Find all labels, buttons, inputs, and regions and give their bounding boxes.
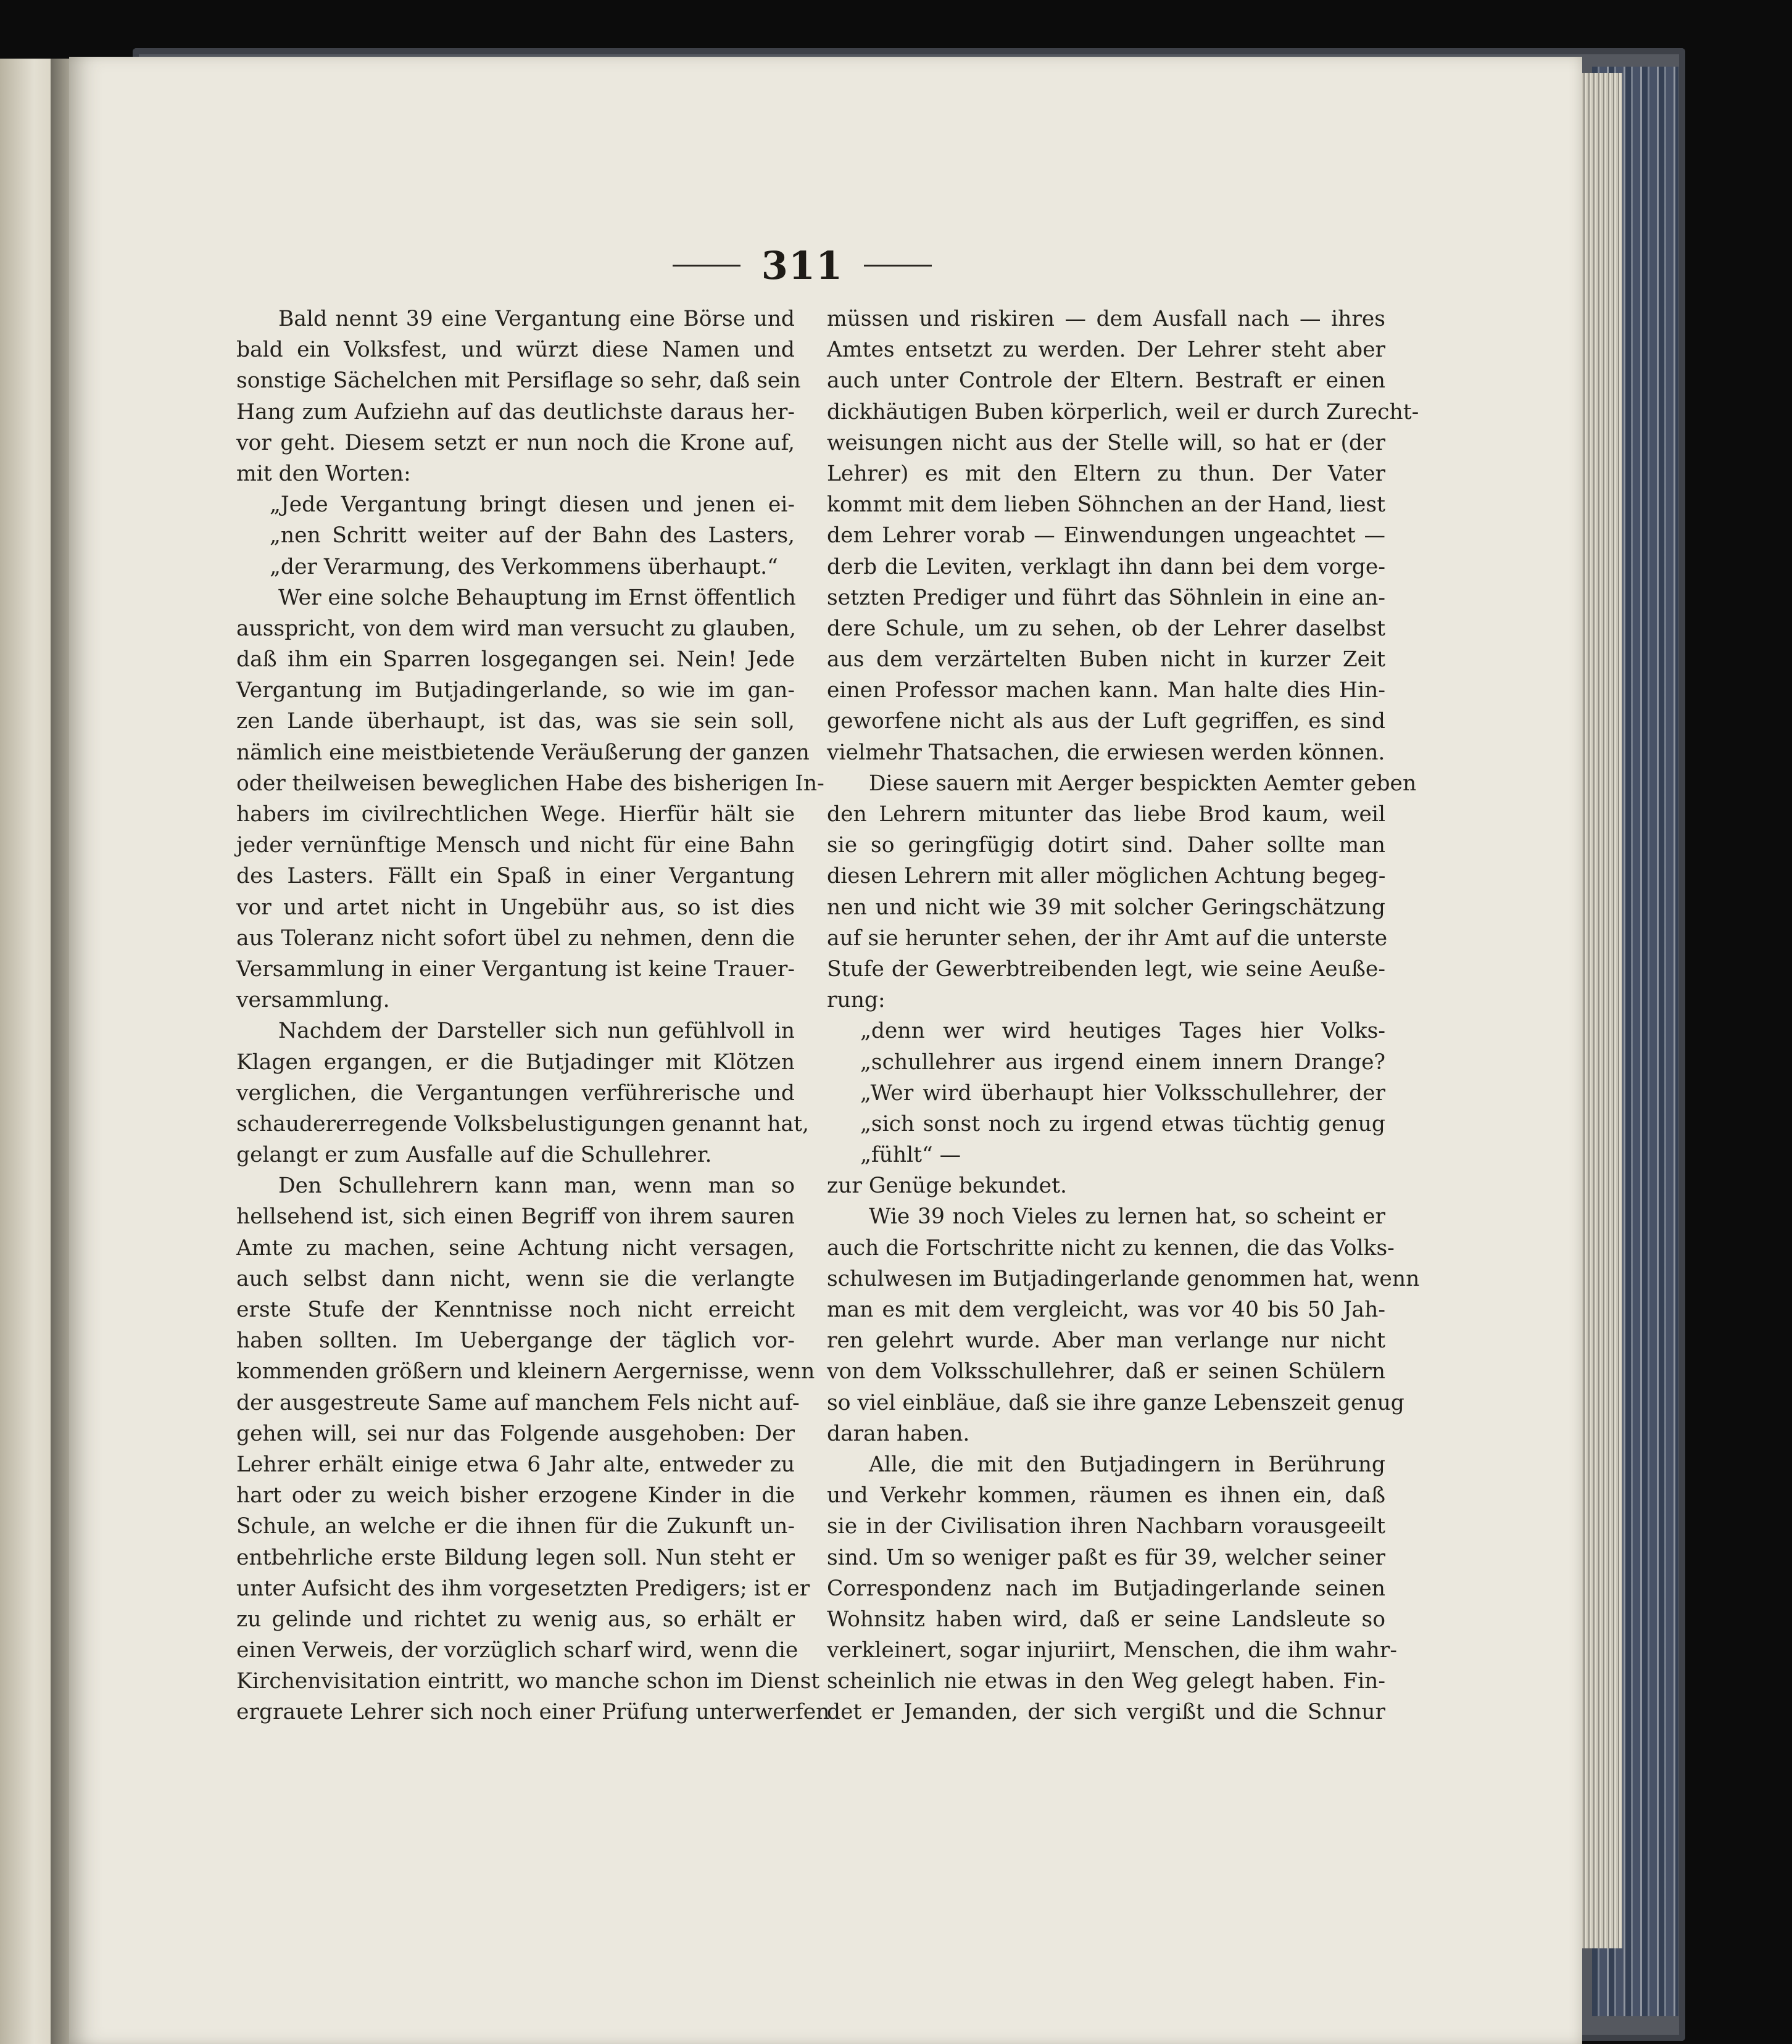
text-line: und Verkehr kommen, räumen es ihnen ein, daß [827,1483,1385,1508]
text-line: geworfene nicht als aus der Luft gegriffen, es sind [827,709,1385,734]
text-line: schaudererregende Volksbelustigungen genannt hat, [236,1111,809,1136]
text-line: daran haben. [827,1421,970,1446]
text-line: hellsehend ist, sich einen Begriff von ihrem sauren [236,1204,795,1230]
text-line: Wohnsitz haben wird, daß er seine Landsleute so [827,1607,1385,1632]
text-line: diesen Lehrern mit aller möglichen Achtung begeg- [827,864,1386,889]
text-line: Alle, die mit den Butjadingern in Berührung [869,1452,1385,1477]
text-line: derb die Leviten, verklagt ihn dann bei dem vorge- [827,554,1385,579]
page-number: 311 [761,242,844,288]
text-line: vor und artet nicht in Ungebühr aus, so ist dies [236,895,795,920]
text-line: det er Jemanden, der sich vergißt und die Schnur [827,1700,1385,1725]
page-edges [1577,73,1622,1948]
text-line: ausspricht, von dem wird man versucht zu glauben, [236,616,797,641]
text-line: unter Aufsicht des ihm vorgesetzten Predigers; ist er [236,1576,810,1601]
text-line: Nachdem der Darsteller sich nun gefühlvoll in [278,1019,795,1044]
text-line: gehen will, sei nur das Folgende ausgehoben: Der [236,1421,795,1446]
text-line: zen Lande überhaupt, ist das, was sie sein soll, [236,709,795,734]
text-line: auch die Fortschritte nicht zu kennen, die das Volks- [827,1235,1395,1260]
text-line: „schullehrer aus irgend einem innern Drange? [860,1049,1385,1075]
text-line: des Lasters. Fällt ein Spaß in einer Vergantung [236,864,795,889]
text-line: hart oder zu weich bisher erzogene Kinder in die [236,1483,795,1508]
text-line: man es mit dem vergleicht, was vor 40 bis 50 Jah- [827,1297,1385,1322]
text-line: gelangt er zum Ausfalle auf die Schullehrer. [236,1143,712,1168]
text-line: dickhäutigen Buben körperlich, weil er durch Zurecht- [827,399,1419,424]
text-line: entbehrliche erste Bildung legen soll. Nun steht er [236,1545,795,1570]
header-rule-left [673,265,740,267]
text-line: ren gelehrt wurde. Aber man verlange nur nicht [827,1328,1385,1354]
text-line: nämlich eine meistbietende Veräußerung der ganzen [236,740,810,765]
text-line: zur Genüge bekundet. [827,1173,1067,1199]
text-line: kommenden größern und kleinern Aergernisse, wenn [236,1359,815,1384]
text-line: einen Professor machen kann. Man halte dies Hin- [827,678,1385,703]
text-line: Kirchenvisitation eintritt, wo manche schon im Dienst [236,1669,820,1694]
text-line: Schule, an welche er die ihnen für die Zukunft un- [236,1514,795,1539]
text-line: mit den Worten: [236,461,411,486]
text-line: Amte zu machen, seine Achtung nicht versagen, [236,1235,795,1260]
text-line: vielmehr Thatsachen, die erwiesen werden können. [827,740,1385,765]
facing-page-edge [0,59,57,2044]
text-line: Amtes entsetzt zu werden. Der Lehrer steht aber [827,337,1385,363]
text-line: Wie 39 noch Vieles zu lernen hat, so scheint er [869,1204,1385,1230]
text-line: Bald nennt 39 eine Vergantung eine Börse und [278,307,795,331]
text-line: Correspondenz nach im Butjadingerlande seinen [827,1576,1385,1601]
text-line: auf sie herunter sehen, der ihr Amt auf die unterste [827,925,1388,951]
text-line: sind. Um so weniger paßt es für 39, welcher seiner [827,1545,1385,1570]
text-line: auch selbst dann nicht, wenn sie die verlangte [236,1266,795,1291]
text-line: setzten Prediger und führt das Söhnlein in eine an- [827,585,1385,610]
text-line: einen Verweis, der vorzüglich scharf wird, wenn die [236,1638,799,1663]
text-line: „Wer wird überhaupt hier Volksschullehrer, der [860,1080,1385,1106]
text-line: bald ein Volksfest, und würzt diese Namen und [236,337,795,363]
text-line: von dem Volksschullehrer, daß er seinen Schülern [827,1359,1385,1384]
text-line: „denn wer wird heutiges Tages hier Volks- [860,1019,1385,1044]
text-line: haben sollten. Im Uebergange der täglich vor- [236,1328,795,1354]
header-rule-right [864,265,932,267]
text-line: „der Verarmung, des Verkommens überhaupt.“ [270,554,778,579]
text-line: Wer eine solche Behauptung im Ernst öffentlich [278,585,796,610]
text-line: dem Lehrer vorab — Einwendungen ungeachtet — [827,523,1385,548]
text-line: aus Toleranz nicht sofort übel zu nehmen, denn die [236,925,795,951]
text-line: habers im civilrechtlichen Wege. Hierfür hält sie [236,802,795,827]
text-line: Klagen ergangen, er die Butjadinger mit Klötzen [236,1049,795,1075]
text-line: kommt mit dem lieben Söhnchen an der Hand, liest [827,492,1385,518]
text-line: vor geht. Diesem setzt er nun noch die Krone auf, [236,430,795,455]
text-line: nen und nicht wie 39 mit solcher Geringschätzung [827,895,1385,920]
text-line: „sich sonst noch zu irgend etwas tüchtig genug [860,1111,1385,1136]
text-line: versammlung. [236,988,390,1013]
text-line: der ausgestreute Same auf manchem Fels nicht auf- [236,1390,800,1415]
text-line: Lehrer) es mit den Eltern zu thun. Der Vater [827,461,1385,486]
text-line: Stufe der Gewerbtreibenden legt, wie seine Aeuße- [827,956,1385,982]
text-line: scheinlich nie etwas in den Weg gelegt haben. Fin- [827,1669,1385,1694]
text-line: erste Stufe der Kenntnisse noch nicht erreicht [236,1297,795,1322]
text-line: Vergantung im Butjadingerlande, so wie im gan- [236,678,795,703]
text-line: sie so geringfügig dotirt sind. Daher sollte man [827,833,1385,858]
text-line: so viel einbläue, daß sie ihre ganze Lebenszeit genug [827,1390,1404,1415]
text-line: daß ihm ein Sparren losgegangen sei. Nein! Jede [236,647,795,672]
text-line: Den Schullehrern kann man, wenn man so [278,1173,795,1199]
text-line: verkleinert, sogar injuriirt, Menschen, die ihm wahr- [827,1638,1398,1663]
text-line: zu gelinde und richtet zu wenig aus, so erhält er [236,1607,795,1632]
left-text-column [236,304,830,1728]
text-line: aus dem verzärtelten Buben nicht in kurzer Zeit [827,647,1385,672]
text-line: „Jede Vergantung bringt diesen und jenen ei- [270,492,795,518]
text-line: Versammlung in einer Vergantung ist keine Trauer- [236,956,795,982]
text-line: sonstige Sächelchen mit Persiflage so sehr, daß sein [236,368,801,394]
text-line: oder theilweisen beweglichen Habe des bisherigen In- [236,771,824,796]
right-text-column [827,304,1420,1728]
text-line: verglichen, die Vergantungen verführerische und [236,1080,795,1106]
text-line: rung: [827,988,886,1013]
page-header [648,244,956,287]
text-line: schulwesen im Butjadingerlande genommen hat, wenn [827,1266,1420,1291]
text-line: müssen und riskiren — dem Ausfall nach — ihres [827,307,1385,331]
text-line: „fühlt“ — [860,1143,961,1168]
text-line: Lehrer erhält einige etwa 6 Jahr alte, entweder zu [236,1452,795,1477]
text-line: Diese sauern mit Aerger bespickten Aemter geben [869,771,1417,796]
text-line: den Lehrern mitunter das liebe Brod kaum, weil [827,802,1385,827]
text-line: weisungen nicht aus der Stelle will, so hat er (der [827,430,1385,455]
text-line: jeder vernünftige Mensch und nicht für eine Bahn [236,833,795,858]
text-line: „nen Schritt weiter auf der Bahn des Lasters, [270,523,795,548]
text-line: sie in der Civilisation ihren Nachbarn vorausgeeilt [827,1514,1385,1539]
text-line: ergrauete Lehrer sich noch einer Prüfung unterwerfen [236,1700,830,1725]
text-line: Hang zum Aufziehn auf das deutlichste daraus her- [236,399,795,424]
text-line: auch unter Controle der Eltern. Bestraft er einen [827,368,1385,394]
text-line: dere Schule, um zu sehen, ob der Lehrer daselbst [827,616,1385,641]
